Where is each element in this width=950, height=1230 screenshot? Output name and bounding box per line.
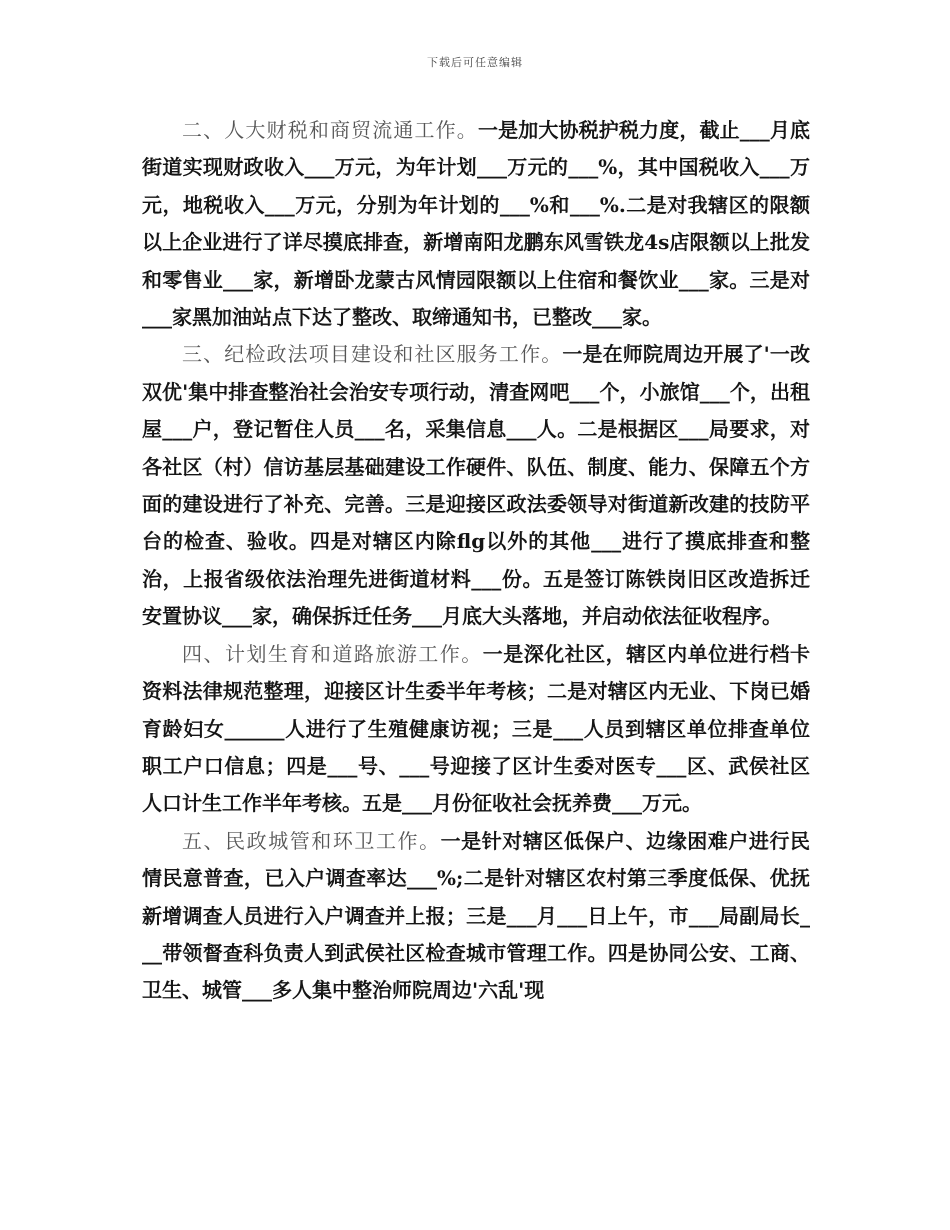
section-heading: 五、民政城管和环卫工作。 [182, 828, 441, 853]
section-paragraph-3 [142, 336, 810, 635]
document-body [142, 112, 810, 1010]
section-paragraph-5 [142, 823, 810, 1010]
section-text: 一是加大协税护税力度，截止___月底街道实现财政收入___万元，为年计划___万元的___%，其中国税收入___万元，地税收入___万元，分别为年计划的___%和___%.二是对我辖区的限额以上企业进行了详尽摸底排查，新增南阳龙鹏东风雪铁龙4s店限额以上批发和零售业___家，新增卧龙蒙古风情园限额以上住宿和餐饮业___家。三是对___家黑加油站点下达了整改、取缔通知书，已整改___家。 [142, 118, 811, 330]
section-paragraph-4 [142, 636, 810, 823]
section-text: 一是针对辖区低保户、边缘困难户进行民情民意普查，已入户调查率达___%;二是针对辖区农村第三季度低保、优抚新增调查人员进行入户调查并上报；三是___月___日上午，市___局副局长___带领督查科负责人到武侯社区检查城市管理工作。四是协同公安、工商、卫生、城管___多人集中整治师院周边'六乱'现 [142, 828, 811, 1003]
page-header: 下载后可任意编辑 [427, 56, 523, 69]
section-text: 一是在师院周边开展了'一改双优'集中排查整治社会治安专项行动，清查网吧___个，小旅馆___个，出租屋___户，登记暂住人员___名，采集信息___人。二是根据区___局要求，对各社区（村）信访基层基础建设工作硬件、队伍、制度、能力、保障五个方面的建设进行了补充、完善。三是迎接区政法委领导对街道新改建的技防平台的检查、验收。四是对辖区内除flg以外的其他___进行了摸底排查和整治，上报省级依法治理先进街道材料___份。五是签订陈铁岗旧区改造拆迁安置协议___家，确保拆迁任务___月底大头落地，并启动依法征收程序。 [142, 342, 811, 629]
section-heading: 四、计划生育和道路旅游工作。 [182, 641, 483, 666]
section-text: 一是深化社区，辖区内单位进行档卡资料法律规范整理，迎接区计生委半年考核；二是对辖区内无业、下岗已婚育龄妇女______人进行了生殖健康访视；三是___人员到辖区单位排查单位职工户口信息；四是___号、___号迎接了区计生委对医专___区、武侯社区人口计生工作半年考核。五是___月份征收社会抚养费___万元。 [142, 641, 811, 816]
section-heading: 二、人大财税和商贸流通工作。 [182, 118, 478, 142]
section-paragraph-2 [142, 112, 810, 336]
section-heading: 三、纪检政法项目建设和社区服务工作。 [182, 342, 563, 367]
